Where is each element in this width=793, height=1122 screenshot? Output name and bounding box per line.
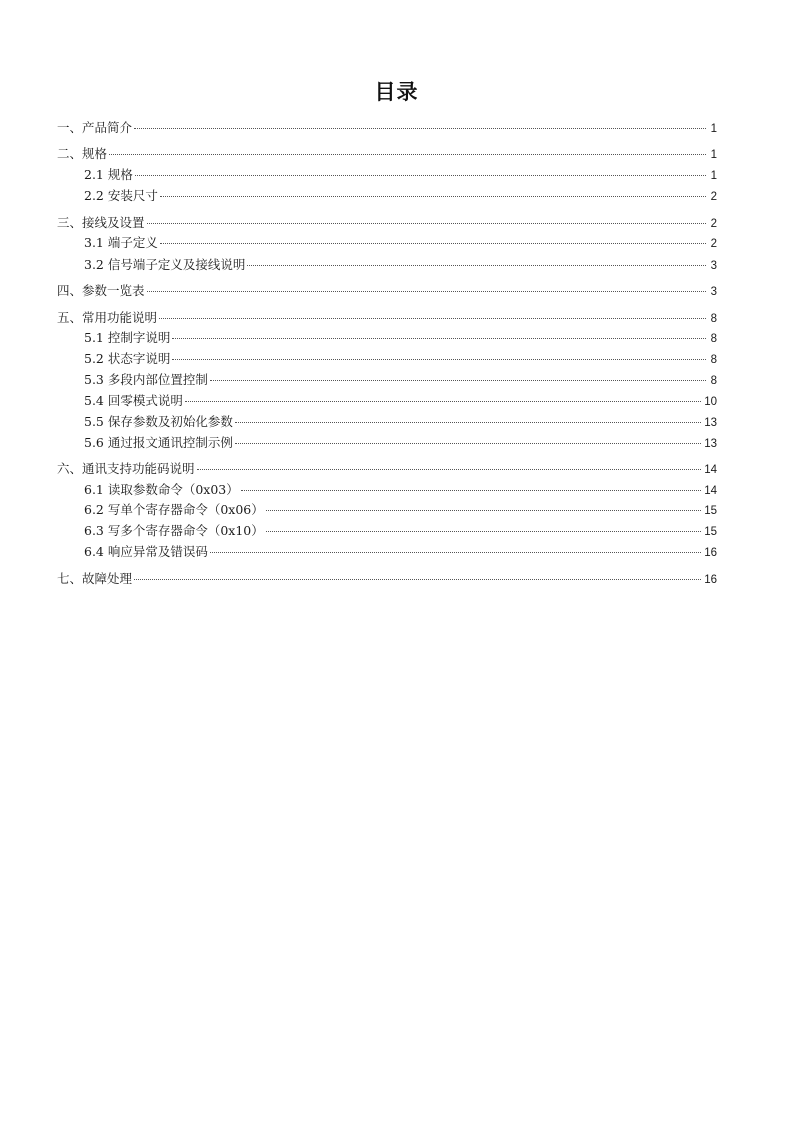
toc-entry-label: 5.3 多段内部位置控制 (84, 372, 208, 387)
toc-entry-label: 5.2 状态字说明 (84, 351, 171, 366)
toc-dot-leader (241, 490, 701, 491)
toc-entry[interactable] (84, 329, 717, 347)
toc-entry-label: 6.1 读取参数命令（0x03） (84, 482, 239, 497)
toc-entry-label: 七、故障处理 (57, 571, 133, 586)
toc-entry-label: 一、产品简介 (57, 120, 133, 135)
toc-entry[interactable] (57, 119, 717, 137)
toc-dot-leader (172, 338, 706, 339)
toc-entry-label: 四、参数一览表 (57, 283, 145, 298)
toc-entry-label: 六、通讯支持功能码说明 (57, 461, 195, 476)
toc-entry-label: 三、接线及设置 (57, 215, 145, 230)
toc-entry-label: 3.1 端子定义 (84, 235, 158, 250)
toc-page-number: 8 (710, 354, 717, 366)
toc-entry-label: 3.2 信号端子定义及接线说明 (84, 257, 246, 272)
toc-dot-leader (172, 359, 706, 360)
toc-entry-label: 6.4 响应异常及错误码 (84, 544, 208, 559)
toc-page-number: 1 (710, 123, 717, 135)
toc-entry-label: 5.4 回零模式说明 (84, 393, 183, 408)
toc-entry[interactable] (84, 413, 717, 431)
toc-dot-leader (134, 579, 701, 580)
toc-entry[interactable] (84, 166, 717, 184)
toc-entry-label: 2.1 规格 (84, 167, 133, 182)
toc-dot-leader (197, 469, 702, 470)
toc-page-number: 3 (710, 260, 717, 272)
toc-page-number: 2 (710, 218, 717, 230)
toc-dot-leader (159, 318, 706, 319)
toc-page-number: 14 (704, 485, 717, 497)
toc-page-number: 13 (704, 438, 717, 450)
toc-entry[interactable] (57, 460, 717, 478)
toc-page-number: 13 (704, 417, 717, 429)
toc-page-number: 15 (704, 505, 717, 517)
toc-entry-label: 6.3 写多个寄存器命令（0x10） (84, 523, 264, 538)
toc-dot-leader (210, 552, 701, 553)
toc-dot-leader (160, 243, 706, 244)
toc-page-number: 8 (710, 313, 717, 325)
toc-entry[interactable] (84, 543, 717, 561)
toc-entry[interactable] (57, 570, 717, 588)
toc-entry[interactable] (84, 234, 717, 252)
toc-entry-label: 2.2 安装尺寸 (84, 188, 158, 203)
toc-dot-leader (235, 443, 701, 444)
toc-entry[interactable] (84, 434, 717, 452)
toc-page-number: 1 (710, 170, 717, 182)
toc-page-number: 1 (710, 149, 717, 161)
toc-entry[interactable] (84, 522, 717, 540)
toc-dot-leader (210, 380, 706, 381)
toc-page-number: 16 (704, 547, 717, 559)
toc-dot-leader (160, 196, 706, 197)
toc-entry[interactable] (84, 371, 717, 389)
toc-entry[interactable] (84, 350, 717, 368)
toc-entry[interactable] (84, 501, 717, 519)
toc-entry[interactable] (57, 145, 717, 163)
toc-dot-leader (266, 510, 701, 511)
toc-dot-leader (134, 128, 706, 129)
toc-page-number: 10 (704, 396, 717, 408)
toc-page-number: 2 (710, 238, 717, 250)
toc-dot-leader (109, 154, 706, 155)
toc-entry[interactable] (57, 214, 717, 232)
toc-dot-leader (185, 401, 701, 402)
toc-entry-label: 二、规格 (57, 146, 108, 161)
toc-entry[interactable] (57, 309, 717, 327)
toc-page-number: 16 (704, 574, 717, 586)
toc-entry-label: 6.2 写单个寄存器命令（0x06） (84, 502, 264, 517)
toc-dot-leader (235, 422, 701, 423)
toc-entry-label: 5.6 通过报文通讯控制示例 (84, 435, 233, 450)
toc-page-number: 15 (704, 526, 717, 538)
toc-page-number: 8 (710, 375, 717, 387)
toc-title: 目录 (374, 80, 419, 104)
toc-entry[interactable] (84, 256, 717, 274)
toc-dot-leader (247, 265, 706, 266)
toc-entry[interactable] (57, 282, 717, 300)
toc-entry[interactable] (84, 187, 717, 205)
toc-page-number: 3 (710, 286, 717, 298)
toc-dot-leader (147, 223, 706, 224)
toc-dot-leader (266, 531, 701, 532)
toc-page-number: 8 (710, 333, 717, 345)
toc-page-number: 2 (710, 191, 717, 203)
toc-page-number: 14 (704, 464, 717, 476)
toc-entry-label: 5.1 控制字说明 (84, 330, 171, 345)
toc-dot-leader (147, 291, 706, 292)
toc-entry[interactable] (84, 392, 717, 410)
toc-entry[interactable] (84, 481, 717, 499)
toc-entry-label: 5.5 保存参数及初始化参数 (84, 414, 233, 429)
toc-entry-label: 五、常用功能说明 (57, 310, 158, 325)
toc-dot-leader (135, 175, 706, 176)
